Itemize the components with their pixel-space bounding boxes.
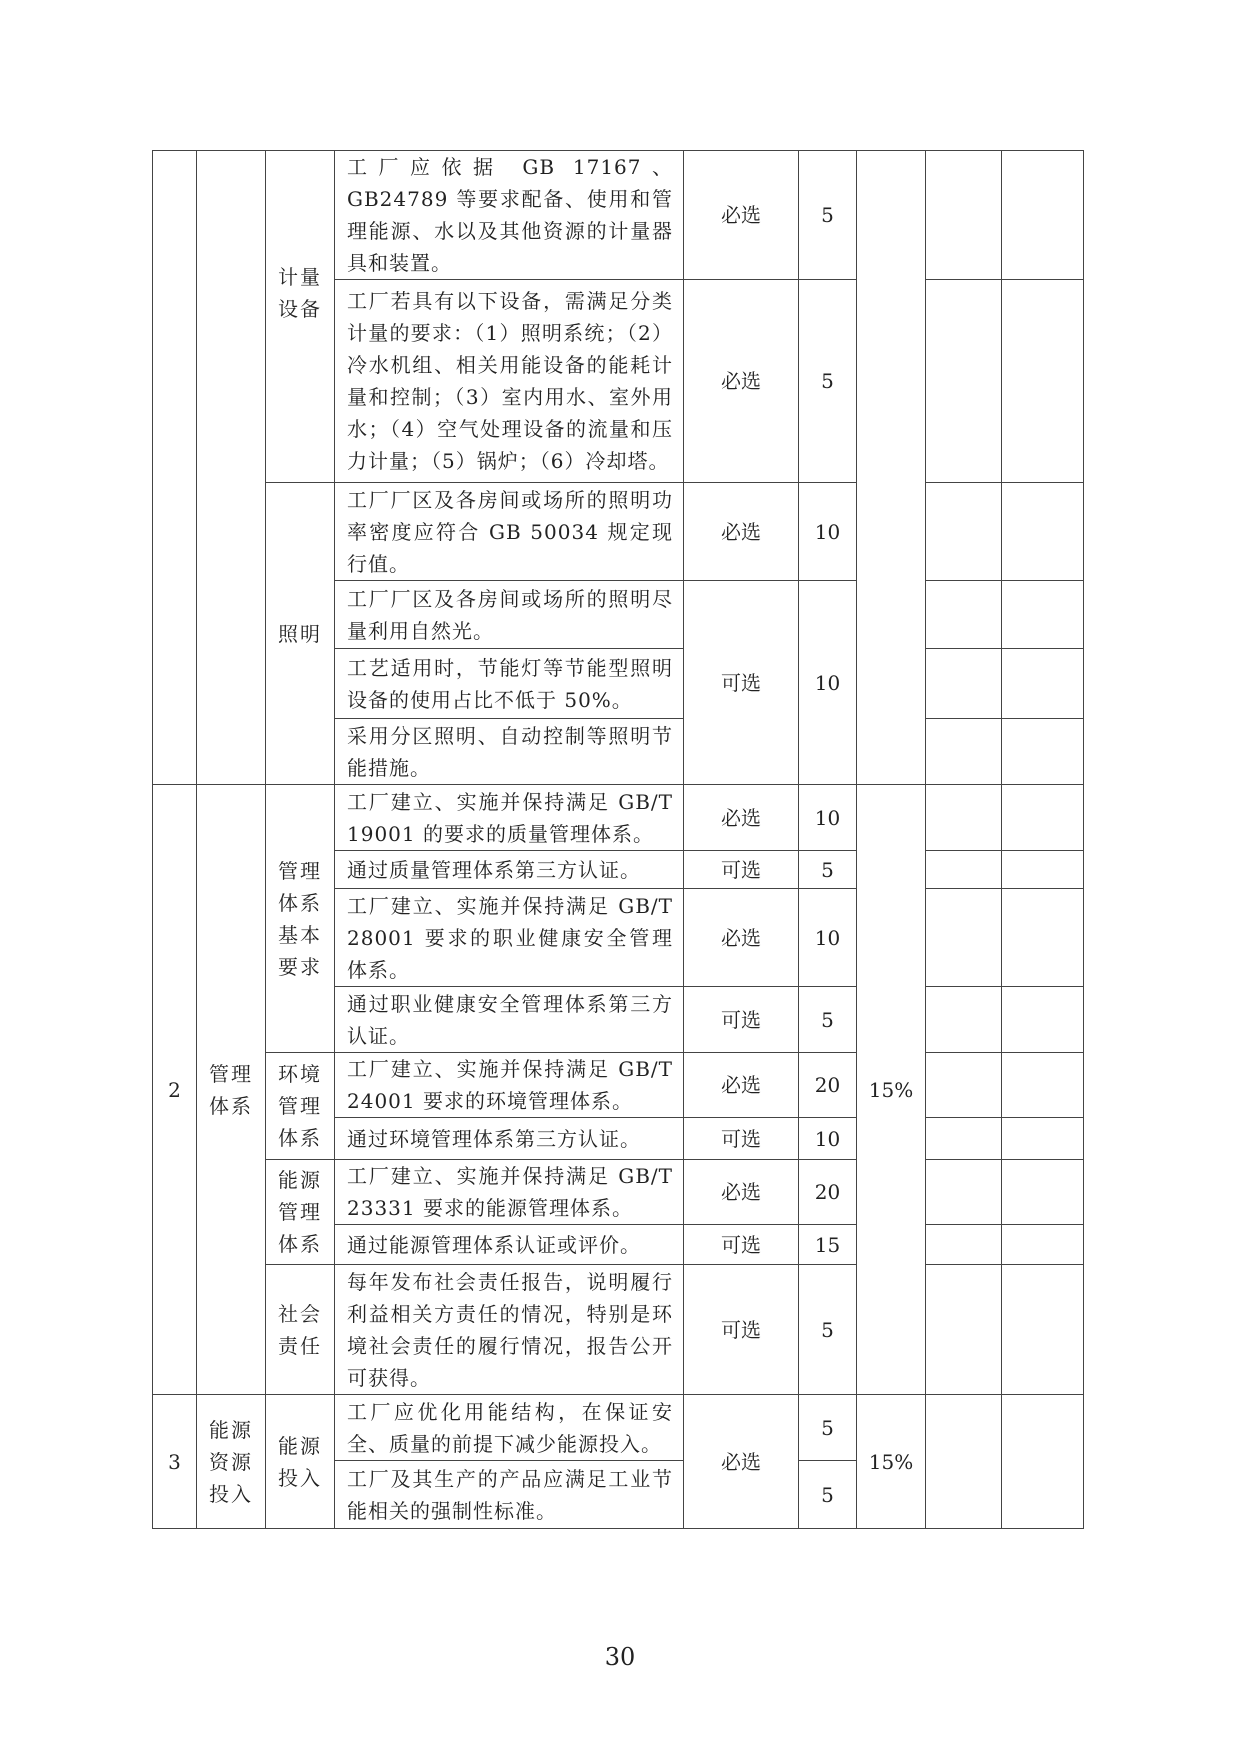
requirement-score: 5 [799,1461,857,1529]
group-name-cell: 能源资源投入 [197,1395,266,1529]
sub-lighting-cell: 照明 [266,483,335,785]
sub-env-system-cell: 环境管理体系 [266,1053,335,1160]
blank-cell [926,1395,1002,1529]
blank-cell [1002,483,1084,581]
blank-cell [926,889,1002,987]
blank-cell [926,1160,1002,1225]
requirement-text: 工厂建立、实施并保持满足 GB/T 23331 要求的能源管理体系。 [335,1160,684,1225]
blank-cell [1002,987,1084,1053]
blank-cell [1002,649,1084,719]
requirement-text: 工厂厂区及各房间或场所的照明功率密度应符合 GB 50034 规定现行值。 [335,483,684,581]
requirement-text: 通过能源管理体系认证或评价。 [335,1225,684,1265]
requirement-text: 工厂建立、实施并保持满足 GB/T 24001 要求的环境管理体系。 [335,1053,684,1118]
blank-cell [926,1225,1002,1265]
blank-cell [926,851,1002,889]
requirement-text: 通过职业健康安全管理体系第三方认证。 [335,987,684,1053]
requirement-type: 可选 [684,1225,799,1265]
requirement-text: 工厂应依据 GB 17167、GB24789 等要求配备、使用和管理能源、水以及其他资源的计量器具和装置。 [335,151,684,280]
blank-cell [1002,851,1084,889]
requirement-score: 10 [799,483,857,581]
blank-cell [926,785,1002,851]
requirement-type: 必选 [684,483,799,581]
requirement-score: 5 [799,1265,857,1395]
blank-cell [1002,151,1084,280]
requirement-score: 5 [799,280,857,483]
blank-cell [1002,889,1084,987]
blank-cell [926,649,1002,719]
requirement-type: 可选 [684,987,799,1053]
blank-cell [1002,280,1084,483]
requirement-text: 工艺适用时，节能灯等节能型照明设备的使用占比不低于 50%。 [335,649,684,719]
blank-cell [1002,785,1084,851]
requirement-type: 必选 [684,1053,799,1118]
requirement-text: 采用分区照明、自动控制等照明节能措施。 [335,719,684,785]
blank-cell [1002,719,1084,785]
requirement-score: 10 [799,581,857,785]
requirement-score: 20 [799,1053,857,1118]
sub-social-cell: 社会责任 [266,1265,335,1395]
blank-cell [1002,1053,1084,1118]
blank-cell [926,1118,1002,1160]
table-row [153,1265,1084,1395]
sub-mgmt-basic-cell: 管理体系基本要求 [266,785,335,1053]
requirement-score: 5 [799,151,857,280]
requirement-score: 5 [799,987,857,1053]
requirement-type: 必选 [684,1160,799,1225]
requirement-type: 必选 [684,280,799,483]
requirement-text: 每年发布社会责任报告，说明履行利益相关方责任的情况，特别是环境社会责任的履行情况，报告公开可获得。 [335,1265,684,1395]
sub-energy-system-cell: 能源管理体系 [266,1160,335,1265]
blank-cell [1002,1225,1084,1265]
table-row [153,483,1084,581]
blank-cell [926,987,1002,1053]
requirement-score: 10 [799,785,857,851]
requirement-score: 5 [799,851,857,889]
blank-cell [926,280,1002,483]
page-number: 30 [604,1643,636,1671]
blank-cell [926,581,1002,649]
requirement-score: 5 [799,1395,857,1461]
requirement-text: 工厂建立、实施并保持满足 GB/T 19001 的要求的质量管理体系。 [335,785,684,851]
blank-cell [926,151,1002,280]
blank-cell [926,483,1002,581]
requirement-text: 通过质量管理体系第三方认证。 [335,851,684,889]
requirement-text: 通过环境管理体系第三方认证。 [335,1118,684,1160]
weight-cell: 15% [857,1395,926,1529]
table-row [153,785,1084,851]
blank-cell [1002,1395,1084,1529]
requirement-score: 10 [799,889,857,987]
blank-cell [1002,1265,1084,1395]
group-name-cell [197,151,266,785]
requirement-type: 必选 [684,889,799,987]
requirement-type: 可选 [684,1265,799,1395]
group-name-cell: 管理体系 [197,785,266,1395]
requirement-type: 可选 [684,851,799,889]
requirement-text: 工厂建立、实施并保持满足 GB/T 28001 要求的职业健康安全管理体系。 [335,889,684,987]
table-row [153,151,1084,280]
requirement-type: 必选 [684,785,799,851]
requirement-text: 工厂应优化用能结构，在保证安全、质量的前提下减少能源投入。 [335,1395,684,1461]
blank-cell [926,1053,1002,1118]
table-row [153,1053,1084,1118]
requirement-score: 10 [799,1118,857,1160]
evaluation-table [152,150,1084,1529]
requirement-score: 20 [799,1160,857,1225]
weight-cell: 15% [857,785,926,1395]
requirement-type: 必选 [684,151,799,280]
blank-cell [1002,581,1084,649]
requirement-type: 可选 [684,581,799,785]
blank-cell [926,719,1002,785]
sub-energy-input-cell: 能源投入 [266,1395,335,1529]
requirement-score: 15 [799,1225,857,1265]
requirement-text: 工厂厂区及各房间或场所的照明尽量利用自然光。 [335,581,684,649]
table-row [153,1160,1084,1225]
sub-metering-cell: 计量设备 [266,151,335,483]
blank-cell [1002,1118,1084,1160]
group-number-cell: 3 [153,1395,197,1529]
group-number-cell [153,151,197,785]
blank-cell [1002,1160,1084,1225]
requirement-type: 必选 [684,1395,799,1529]
blank-cell [926,1265,1002,1395]
table-row [153,1395,1084,1461]
requirement-type: 可选 [684,1118,799,1160]
requirement-text: 工厂若具有以下设备，需满足分类计量的要求：（1）照明系统；（2）冷水机组、相关用能设备的能耗计量和控制；（3）室内用水、室外用水；（4）空气处理设备的流量和压力计量；（5）锅炉；（6）冷却塔。 [335,280,684,483]
group-number-cell: 2 [153,785,197,1395]
requirement-text: 工厂及其生产的产品应满足工业节能相关的强制性标准。 [335,1461,684,1529]
weight-cell [857,151,926,785]
